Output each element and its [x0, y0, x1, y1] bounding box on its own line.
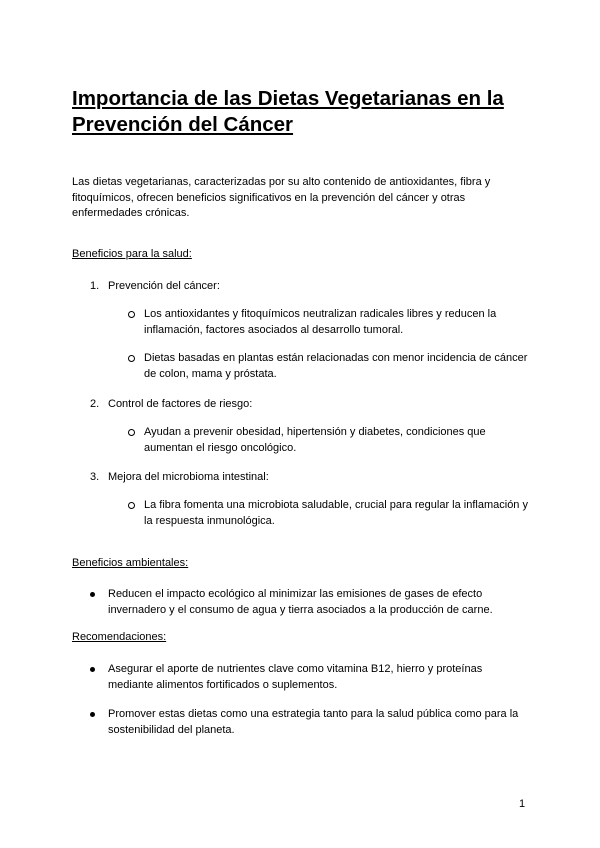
bullet-icon	[90, 712, 95, 717]
list-item-cancer-prevention	[90, 279, 220, 294]
sub-list-text: Los antioxidantes y fitoquímicos neutralizan radicales libres y reducen la inflamación, factores asociados al desarrollo tumoral.	[144, 308, 497, 336]
sub-list-item	[128, 498, 528, 529]
list-number: 2.	[90, 398, 100, 410]
hollow-bullet-icon	[128, 502, 135, 509]
sub-list-text: Dietas basadas en plantas están relacionadas con menor incidencia de cáncer de colon, mama y próstata.	[144, 352, 528, 380]
document-title: Importancia de las Dietas Vegetarianas en la Prevención del Cáncer	[72, 87, 504, 136]
list-item-label: Control de factores de riesgo:	[108, 398, 253, 410]
intro-paragraph: Las dietas vegetarianas, caracterizadas por su alto contenido de antioxidantes, fibra y fitoquímicos, ofrecen beneficios significativos en la prevención del cáncer y otras enfermedades crónicas.	[72, 176, 491, 219]
environmental-benefits-heading: Beneficios ambientales:	[72, 557, 189, 569]
sub-list-text: La fibra fomenta una microbiota saludable, crucial para regular la inflamación y la respuesta inmunológica.	[144, 499, 528, 527]
list-item-label: Mejora del microbioma intestinal:	[108, 471, 269, 483]
bullet-list-item	[90, 662, 528, 693]
hollow-bullet-icon	[128, 355, 135, 362]
sub-list-item	[128, 425, 528, 456]
bullet-icon	[90, 592, 95, 597]
sub-list-item	[128, 351, 528, 382]
list-number: 3.	[90, 471, 100, 483]
bullet-text: Reducen el impacto ecológico al minimizar las emisiones de gases de efecto invernadero y el consumo de agua y tierra asociados a la producción de carne.	[108, 588, 493, 616]
hollow-bullet-icon	[128, 311, 135, 318]
list-item-label: Prevención del cáncer:	[108, 280, 220, 292]
bullet-list-item	[90, 707, 528, 738]
bullet-icon	[90, 667, 95, 672]
health-benefits-heading: Beneficios para la salud:	[72, 248, 192, 260]
page-number: 1	[519, 798, 526, 810]
list-item-microbiome	[90, 470, 269, 485]
sub-list-text: Ayudan a prevenir obesidad, hipertensión y diabetes, condiciones que aumentan el riesgo oncológico.	[144, 426, 486, 454]
hollow-bullet-icon	[128, 429, 135, 436]
list-number: 1.	[90, 280, 100, 292]
list-item-risk-control	[90, 397, 252, 412]
bullet-text: Promover estas dietas como una estrategia tanto para la salud pública como para la sostenibilidad del planeta.	[108, 708, 519, 736]
sub-list-item	[128, 307, 528, 338]
bullet-list-item	[90, 587, 528, 618]
bullet-text: Asegurar el aporte de nutrientes clave como vitamina B12, hierro y proteínas mediante alimentos fortificados o suplementos.	[108, 663, 483, 691]
recommendations-heading: Recomendaciones:	[72, 631, 167, 643]
